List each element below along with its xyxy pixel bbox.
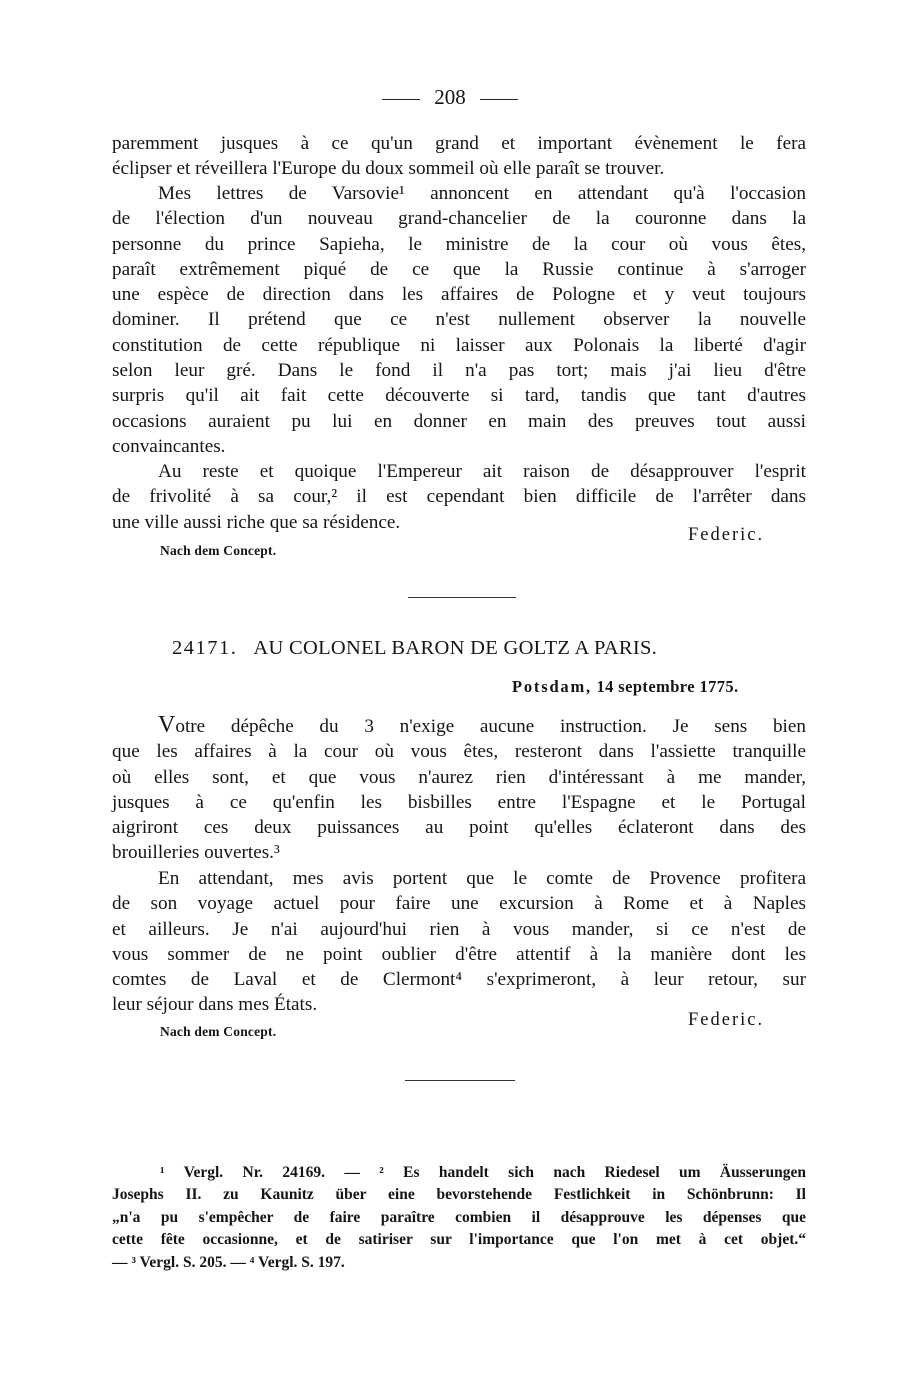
text-line: de l'élection d'un nouveau grand-chancelier de la couronne dans la	[112, 208, 806, 230]
text-line: En attendant, mes avis portent que le comte de Provence profitera	[158, 868, 806, 889]
text-line: personne du prince Sapieha, le ministre de la cour où vous êtes,	[112, 233, 806, 255]
signature: Federic.	[688, 525, 765, 545]
text-line: où elles sont, et que vous n'aurez rien d'intéressant à me mander,	[112, 766, 806, 788]
text-line: paraît extrêmement piqué de ce que la Russie continue à s'arroger	[112, 258, 806, 280]
text-line: Au reste et quoique l'Empereur ait raison de désapprouver l'esprit	[158, 461, 806, 482]
letter2-paragraph-1	[112, 713, 806, 866]
section-divider	[408, 597, 516, 598]
text-line: dominer. Il prétend que ce n'est nullement observer la nouvelle	[112, 309, 806, 331]
text-line: et ailleurs. Je n'ai aujourd'hui rien à vous mander, si ce n'est de	[112, 918, 806, 940]
footnote-line: — ³ Vergl. S. 205. — ⁴ Vergl. S. 197.	[112, 1253, 345, 1271]
text-line: selon leur gré. Dans le fond il n'a pas tort; mais j'ai lieu d'être	[112, 360, 806, 382]
text-line: éclipser et réveillera l'Europe du doux sommeil où elle paraît se trouver.	[112, 158, 665, 180]
text-line: paremment jusques à ce qu'un grand et important évènement le fera	[112, 133, 806, 154]
section-divider	[405, 1080, 515, 1081]
source-note: Nach dem Concept.	[160, 543, 277, 558]
footnote-line: ¹ Vergl. Nr. 24169. — ² Es handelt sich nach Riedesel um Äusserungen	[160, 1164, 806, 1181]
source-note: Nach dem Concept.	[160, 1024, 277, 1039]
text-line: une espèce de direction dans les affaires de Pologne et y veut toujours	[112, 284, 806, 306]
text-line: une ville aussi riche que sa résidence.	[112, 511, 401, 533]
text-line: surpris qu'il ait fait cette découverte si tard, tandis que tant d'autres	[112, 385, 806, 407]
letter-title: AU COLONEL BARON DE GOLTZ A PARIS.	[253, 637, 658, 659]
dateline-date: 14 septembre 1775.	[596, 677, 739, 696]
text-line: de son voyage actuel pour faire une excursion à Rome et à Naples	[112, 893, 806, 915]
letter2-paragraph-2	[112, 866, 806, 1018]
text-line: Mes lettres de Varsovie¹ annoncent en attendant qu'à l'occasion	[158, 183, 806, 204]
text-line: brouilleries ouvertes.³	[112, 842, 280, 864]
text-line: que les affaires à la cour où vous êtes, resteront dans l'assiette tranquille	[112, 741, 806, 763]
letter-number: 24171.	[172, 637, 238, 659]
text-line: comtes de Laval et de Clermont⁴ s'exprimeront, à leur retour, sur	[112, 969, 806, 991]
divider	[480, 99, 518, 100]
drop-capital: V	[158, 712, 176, 738]
text-line: vous sommer de ne point oublier d'être attentif à la manière dont les	[112, 943, 806, 965]
text-line: Votre dépêche du 3 n'exige aucune instruction. Je sens bien	[158, 712, 806, 738]
footnote-line: Josephs II. zu Kaunitz über eine bevorstehende Festlichkeit in Schönbrunn: Il	[112, 1186, 806, 1204]
letter-heading	[172, 637, 657, 660]
text-line: occasions auraient pu lui en donner en main des preuves tout aussi	[112, 410, 806, 432]
text-line: leur séjour dans mes États.	[112, 994, 318, 1016]
text-line: jusques à ce qu'enfin les bisbilles entre l'Espagne et le Portugal	[112, 791, 806, 813]
text-line: aigriront ces deux puissances au point qu'elles éclateront dans des	[112, 817, 806, 839]
letter1-paragraph-3	[112, 459, 806, 535]
text-line: de frivolité à sa cour,² il est cependant bien difficile de l'arrêter dans	[112, 486, 806, 508]
text-line: constitution de cette république ni laisser aux Polonais la liberté d'agir	[112, 334, 806, 356]
dateline-place: Potsdam,	[512, 677, 592, 696]
divider	[382, 99, 420, 100]
footnote-line: cette fête occasionne, et de satiriser sur l'importance que l'on met à cet objet.“	[112, 1231, 806, 1249]
dateline	[512, 677, 739, 697]
letter1-paragraph-1	[112, 131, 806, 182]
page-number: 208	[0, 83, 900, 111]
text-line: convaincantes.	[112, 435, 226, 457]
letter1-paragraph-2	[112, 181, 806, 459]
signature: Federic.	[688, 1010, 765, 1030]
footnote-line: „n'a pu s'empêcher de faire paraître combien il désapprouve les dépenses que	[112, 1208, 806, 1226]
footnotes	[112, 1162, 806, 1274]
